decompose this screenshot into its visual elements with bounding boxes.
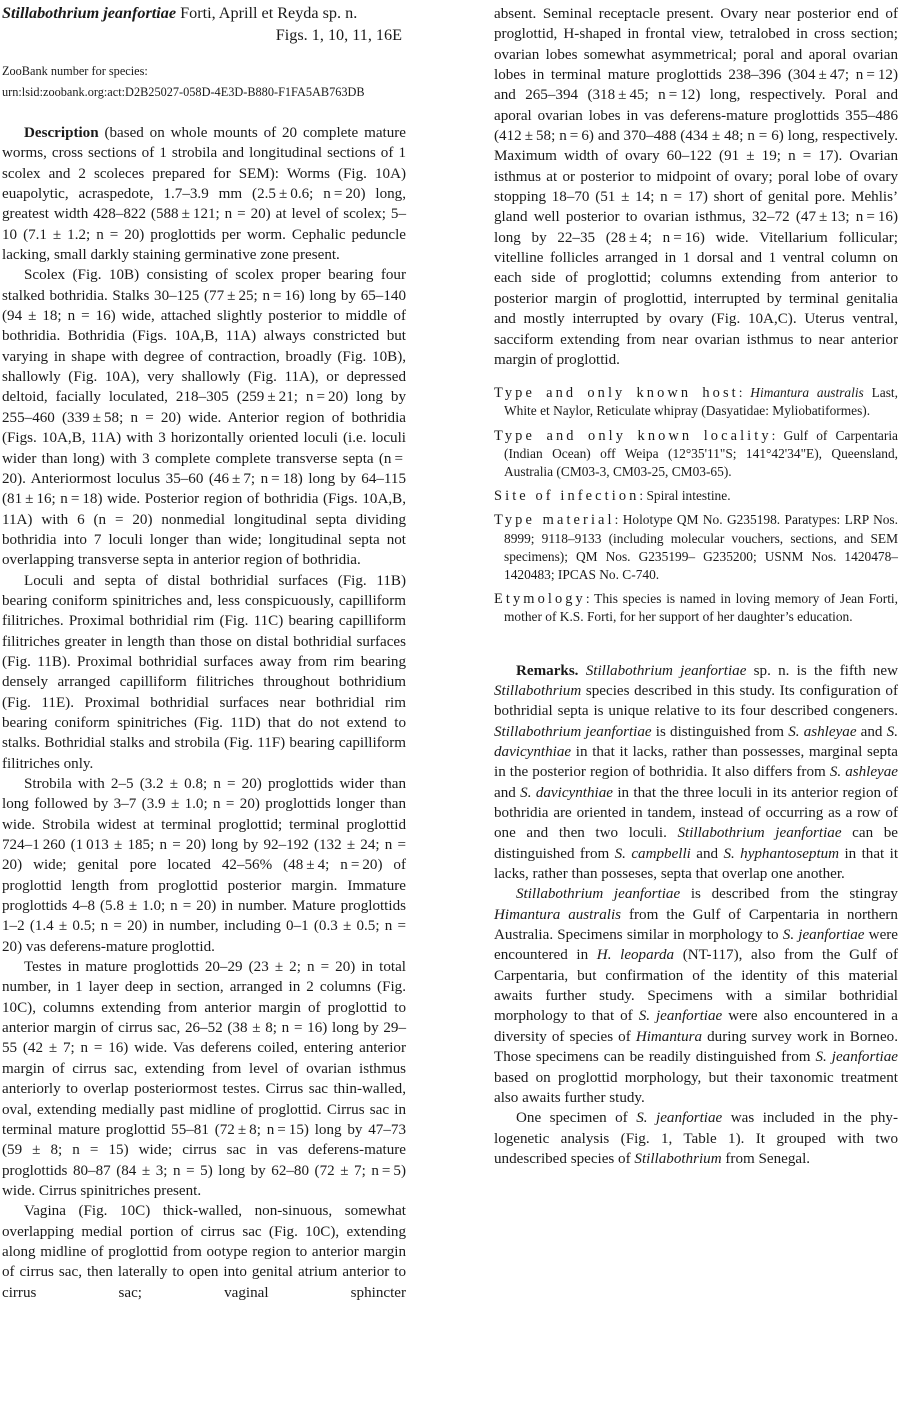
phylogeny-paragraph: One specimen of S. jeanfortiae was included in the phylogenetic analysis (Fig. 1, Table 1). It grouped with two undescribed species of Stillabothrium from Senegal. — [494, 1110, 899, 1167]
fact-host — [494, 384, 898, 420]
fact-label: Type material — [494, 512, 615, 529]
fact-value: : Gulf of Carpentaria (Indian Ocean) off Weipa (12°35'11"S; 141°42'34"E), Queensland, Australia (CM03-3, CM03-25, CM03-65). — [504, 427, 899, 479]
testes-paragraph: Testes in mature proglottids 20–29 (23 ± 2; n = 20) in total number, in 1 layer deep in section, arranged in 2 columns (Fig. 10C), columns extending from anterior margin of proglottid to anterior margin of cirrus sac, 26–52 (38 ± 8; n = 16) long by 29–55 (42 ± 7; n = 16) wide. Vas deferens coiled, entering anterior margin of cirrus sac, extending from level of ovarian isthmus anteriorly to overlap posteriormost testes. Cirrus sac thin-walled, oval, extending medially past midline of proglottid. Cirrus sac in terminal mature proglottid 55–81 (72 ± 8; n = 15) long by 47–73 (59 ± 8; n = 15) wide; cirrus sac in vas deferens-mature proglottids 80–87 (84 ± 3; n = 5) long by 62–80 (72 ± 7; n = 5) wide. Cirrus spinitriches present. — [2, 959, 406, 1199]
figure-references: Figs. 1, 10, 11, 16E — [275, 26, 402, 44]
strobila-paragraph: Strobila with 2–5 (3.2 ± 0.8; n = 20) proglottids wider than long followed by 3–7 (3.9 ± 1.0; n = 20) proglottids longer than wide. Strobila widest at terminal proglottid; terminal proglottid 724–1 260 (1 013 ± 185; n = 20) long by 92–192 (132 ± 24; n = 20) wide; genital pore located 42–56% (48 ± 4; n = 20) of proglottid length from proglottid posterior margin. Immature proglottids 4–8 (5.8 ± 1.0; n = 20) in number. Mature proglottids 1–2 (1.4 ± 0.5; n = 20) in number, including 0–1 (0.3 ± 0.5; n = 20) vas deferens-mature proglottid. — [2, 776, 406, 955]
fact-value: : This species is named in loving memory of Jean Forti, mother of K.S. Forti, for her support of her daughter’s education. — [504, 591, 898, 625]
fact-label: Type and only known host — [494, 385, 739, 402]
fact-locality — [494, 427, 898, 482]
fact-value: : Spiral intestine. — [639, 488, 731, 504]
species-name: Stillabothrium jeanfortiae — [2, 4, 177, 22]
vagina-paragraph: Vagina (Fig. 10C) thick-walled, non-sinuous, somewhat overlapping medial portion of cirrus sac (Fig. 10C), extending along midline of proglottid from ootype region to anterior margin of cirrus sac, then laterally to open into genital atrium anterior to cirrus sac; vaginal sphincter — [2, 1203, 406, 1301]
scolex-paragraph: Scolex (Fig. 10B) consisting of scolex proper bearing four stalked bothridia. Stalks 30–125 (77 ± 25; n = 16) long by 65–140 (94 ± 18; n = 16) wide, attached slightly posterior to middle of bothridia. Bothridia (Figs. 10A,B, 11A) always constricted but varying in shape with degree of contraction, broadly (Fig. 10B), shallowly (Fig. 10A), very shallowly (Fig. 11A), or depressed deltoid, facially loculated, 218–305 (259 ± 21; n = 20) long by 255–460 (339 ± 58; n = 20) wide. Anterior region of bothridia (Figs. 10A,B, 11A) with 3 horizontally oriented loculi (i.e. loculi wider than long) with 3 complete complete transverse septa (n = 20). Anteriormost loculus 35–60 (46 ± 7; n = 18) long by 64–115 (81 ± 16; n = 18) wide. Posterior region of bothridia (Figs. 10A,B, 11A) with 6 (n = 20) nonmedial longitudinal septa dividing bothridia into 7 loculi longer than wide; longitudinal septa not overlapping transverse septa in anterior region of bothridia. — [2, 267, 406, 569]
fact-label: Site of infection — [494, 488, 640, 505]
remarks-paragraph: Remarks. Stillabothrium jeanfortiae sp. n. is the fifth new Stillabothrium species described in this study. Its configuration of bothridial septa is unique relative to its four described congeners. Stillabothrium jeanfortiae is distinguished from S. ashleyae and S. davicynthiae in that it lacks, rather than possesses, marginal septa in the posterior region of bothridia. It also differs from S. ashleyae and S. davicynthiae in that the three loculi in its anterior region of bothridia are oriented in tandem, instead of occurring as a row of one and then two loculi. Stillabothrium jeanfortiae can be distinguished from S. campbelli and S. hyphantoseptum in that it lacks, rather than posseses, septa that overlap one another. — [494, 662, 899, 883]
species-authors: Forti, Aprill et Reyda sp. n. — [176, 4, 358, 22]
zoobank-block — [2, 61, 406, 103]
fact-label: Type and only known locality — [494, 427, 772, 444]
zoobank-label: ZooBank number for species: — [2, 64, 148, 78]
fact-etymology — [494, 590, 898, 626]
species-heading — [2, 2, 406, 46]
right-column — [494, 0, 898, 1169]
type-data-list — [494, 384, 898, 626]
fact-site — [494, 487, 898, 505]
zoobank-lsid: urn:lsid:zoobank.org:act:D2B25027-058D-4E3D-B880-F1FA5AB763DB — [2, 85, 365, 99]
microthrix-paragraph: Loculi and septa of distal bothridial surfaces (Fig. 11B) bearing coniform spinitriches and, less conspicuously, capilliform filitriches. Proximal bothridial rim (Fig. 11C) bearing capilliform filitriches greater in length than those on distal bothridial surfaces (Fig. 11B). Proximal bothridial surfaces away from rim bearing densely arranged capilliform filitriches throughout bothridium (Fig. 11E). Proximal bothridial surfaces near bothridial rim bearing coniform spinitriches (Fig. 11D) that do not extend to stalks. Bothridial stalks and strobila (Fig. 11F) bearing capilliform filitriches only. — [2, 572, 406, 772]
description-section — [2, 123, 406, 1303]
fact-value: : Himantura australis Last, White et Naylor, Reticulate whipray (Dasyatidae: Myliobatiformes). — [504, 385, 898, 419]
fact-label: Etymology — [494, 591, 586, 608]
description-paragraph: Description (based on whole mounts of 20 complete mature worms, cross sections of 1 strobila and longitudinal sections of 1 scolex and 2 scoleces prepared for SEM): Worms (Fig. 10A) euapolytic, acraspedote, 1.7–3.9 mm (2.5 ± 0.6; n = 20) long, greatest width 428–822 (588 ± 121; n = 20) at level of scolex; 5–10 (7.1 ± 1.2; n = 20) proglottids per worm. Cephalic peduncle lacking, small darkly staining germinative zone present. — [2, 125, 406, 264]
fact-value: : Holotype QM No. G235198. Paratypes: LRP Nos. 8999; 9118–9133 (including molecular vouchers, sections, and SEM specimens); QM Nos. G235199– G235200; USNM Nos. 1420478–1420483; IPCAS No. C-740. — [504, 512, 898, 583]
host-remarks-paragraph: Stillabothrium jeanfortiae is described from the stingray Himantura australis from the Gulf of Carpentaria in northern Australia. Specimens similar in morphology to S. jeanfortiae were encountered in H. leoparda (NT-117), also from the Gulf of Carpentaria, but confirmation of the identity of this material awaits further study. Specimens with a similar bothridial morphology to that of S. jeanfortiae were also encountered in a diversity of species of Himantura during survey work in Borneo. Those specimens can be readily distinguished from S. jeanfortiae based on proglottid morphology, but their taxonomic treatment also awaits further study. — [494, 886, 899, 1106]
left-column — [2, 0, 406, 1303]
fact-type-material — [494, 511, 898, 584]
remarks-section — [494, 661, 898, 1170]
description-continued: absent. Seminal receptacle present. Ovary near posterior end of proglottid, H-shaped in frontal view, tetralobed in cross section; ovarian lobes somewhat asymmetrical; poral and aporal ovarian lobes in terminal mature proglottids 238–396 (304 ± 47; n = 12) and 265–394 (318 ± 45; n = 12) long, respectively. Poral and aporal ovarian lobes in vas deferens-mature proglottids 355–486 (412 ± 58; n = 6) and 370–488 (434 ± 48; n = 6) long, respectively. Maximum width of ovary 60–122 (91 ± 19; n = 17). Ovarian isthmus at or posterior to midpoint of ovary; poral lobe of ovary stopping 18–70 (51 ± 14; n = 17) short of genital pore. Mehlis’ gland well posterior to ovarian isthmus, 32–72 (47 ± 13; n = 16) long by 22–35 (28 ± 4; n = 16) wide. Vitellarium follicular; vitelline follicles arranged in 1 dorsal and 1 ventral column on each side of proglottid; columns extending from anterior to posterior margin of proglottid, interrupted by terminal genitalia and mostly interrupted by ovary (Fig. 10A,C). Uterus ventral, sacciform extending from near ovarian isthmus to near anterior margin of proglottid. — [494, 6, 898, 368]
